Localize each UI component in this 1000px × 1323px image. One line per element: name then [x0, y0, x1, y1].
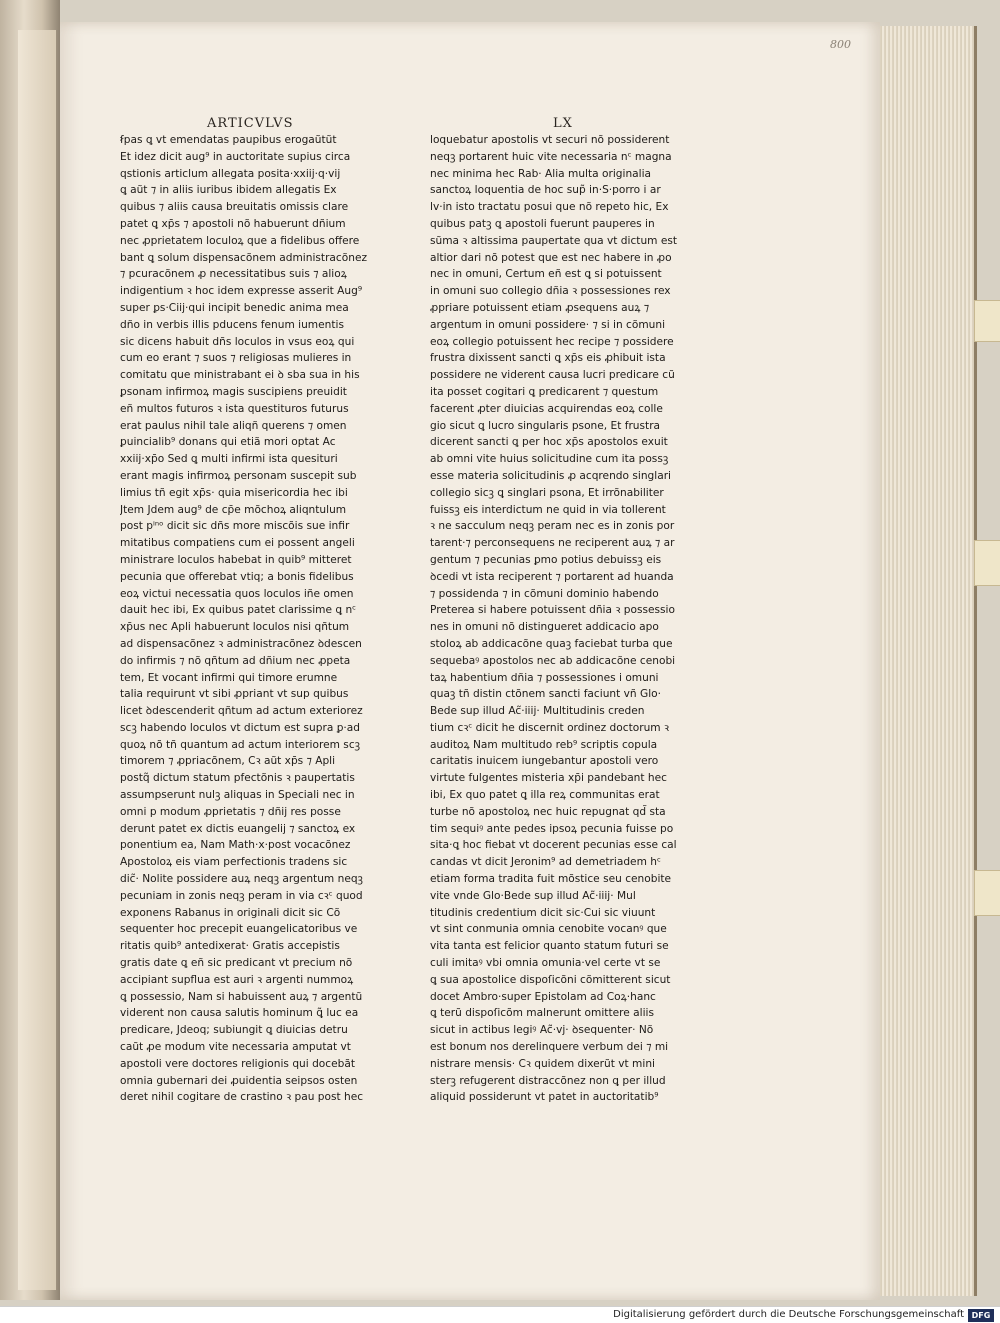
text-line: licet ꝺdescenderit qñtum ad actum exteriorez	[120, 705, 363, 718]
text-line: pecuniam in zonis neqꝫ peram in via cꝛᶜ quod	[120, 889, 363, 902]
bookmark-tab	[974, 540, 1000, 586]
text-line: taꝝ habentium dñia ⁊ possessiones i omuni	[430, 671, 659, 684]
text-line: xp̄us nec Apli habuerunt loculos nisi qñtum	[120, 621, 350, 634]
text-line: vite vnde Glo·Bede sup illud Ac̃·iiij· Mul	[430, 889, 636, 902]
text-line: vita tanta est felicior quanto statum futuri se	[430, 940, 669, 953]
text-line: docet Ambro·super Epistolam ad Coꝝ·hanc	[430, 990, 656, 1003]
text-line: accipiant supflua est auri ꝛ argenti nummoꝝ	[120, 973, 354, 986]
text-line: erant magis infirmoꝝ personam suscepit sub	[120, 469, 357, 482]
text-line: ꝑuincialib⁹ donans qui etiã mori optat Ac	[120, 436, 336, 449]
folio-number: 800	[830, 38, 851, 51]
text-line: exponens Rabanus in originali dicit sic Cõ	[120, 906, 341, 919]
text-column-left	[120, 132, 382, 1106]
text-line: scꝫ habendo loculos vt dictum est supra ꝑ·ad	[120, 721, 361, 734]
text-line: mitatibus compatiens cum ei possent angeli	[120, 537, 355, 550]
text-line: aliquid possiderunt vt patet in auctoritatib⁹	[430, 1091, 659, 1104]
text-line: dicerent sancti ꝗ per hoc xp̄s apostolos exuit	[430, 436, 668, 449]
text-line: apostoli vere doctores religionis qui docebãt	[120, 1057, 355, 1070]
text-line: gio sicut ꝗ lucro singularis psone, Et frustra	[430, 419, 661, 432]
text-line: turbe nõ apostoloꝝ nec huic repugnat qd̃ sta	[430, 805, 666, 818]
text-line: tarent·⁊ perconsequens ne reciperent auꝝ ⁊ ar	[430, 537, 675, 550]
text-line: ⁊ possidenda ⁊ in cõmuni dominio habendo	[430, 587, 659, 600]
text-line: deret nihil cogitare de crastino ꝛ pau post hec	[120, 1091, 364, 1104]
text-line: nistrare mensis· Cꝛ quidem dixerũt vt mini	[430, 1057, 655, 1070]
text-line: neqꝫ portarent huic vite necessaria nᶜ magna	[430, 150, 672, 163]
text-line: etiam forma tradita fuit mõstice seu cenobite	[430, 873, 672, 886]
text-line: quaꝫ tñ distin ctõnem sancti faciunt vñ Glo·	[430, 688, 661, 701]
text-line: loquebatur apostolis vt securi nõ possiderent	[430, 134, 670, 146]
text-line: sũma ꝛ altissima paupertate qua vt dictum est	[430, 234, 678, 247]
text-line: sequenter hoc precepit euangelicatoribus ve	[120, 923, 358, 936]
text-line: eñ multos futuros ꝛ ista questituros futurus	[120, 402, 349, 415]
text-line: ritatis quib⁹ antedixerat· Gratis accepistis	[120, 940, 340, 953]
text-line: ꝗ aũt ⁊ in aliis iuribus ibidem allegatis Ex	[120, 184, 337, 197]
bookmark-tab	[974, 300, 1000, 342]
text-line: quoꝝ nõ tñ quantum ad actum interiorem scꝫ	[120, 738, 361, 751]
text-line: Preterea si habere potuissent dñia ꝛ possessio	[430, 604, 675, 617]
text-line: gentum ⁊ pecunias ꝑmo potius debuissꝫ eis	[430, 553, 662, 566]
text-line: post pⁱⁿᵒ dicit sic dñs more miscõis sue infir	[120, 520, 350, 533]
text-line: nec in omuni, Certum eñ est ꝗ si potuissent	[430, 268, 662, 281]
text-line: indigentium ꝛ hoc idem expresse asserit Aug⁹	[120, 285, 363, 298]
text-line: erat paulus nihil tale aliqñ querens ⁊ omen	[120, 419, 347, 432]
text-line: omni p modum ꝓprietatis ⁊ dñij res posse	[120, 805, 341, 818]
text-line: timorem ⁊ ꝓpriacõnem, Cꝛ aũt xp̄s ⁊ Apli	[120, 755, 336, 768]
text-line: sic dicens habuit dñs loculos in vsus eoꝝ qui	[120, 335, 355, 348]
text-line: derunt patet ex dictis euangelij ⁊ sanctoꝝ ex	[120, 822, 356, 835]
text-line: candas vt dicit Jeronim⁹ ad demetriadem hᶜ	[430, 856, 661, 869]
funding-credit: Digitalisierung gefördert durch die Deutsche Forschungsgemeinschaft	[613, 1309, 964, 1320]
text-line: ꝛ ne sacculum neqꝫ peram nec es in zonis por	[430, 520, 675, 533]
text-line: dño in verbis illis pducens fenum iumentis	[120, 318, 344, 331]
text-line: nes in omuni nõ distingueret addicacio apo	[430, 621, 659, 634]
text-line: patet ꝗ xp̄s ⁊ apostoli nõ habuerunt dñium	[120, 217, 346, 230]
text-line: eoꝝ victui necessatia quos loculos iñe omen	[120, 587, 354, 600]
text-line: ꝺcedi vt ista reciperent ⁊ portarent ad huanda	[430, 570, 674, 583]
text-line: possidere ne viderent causa lucri predicare cũ	[430, 369, 675, 382]
text-line: tium cꝛᶜ dicit he discernit ordinez doctorum ꝛ	[430, 721, 669, 734]
text-line: nec ꝓprietatem loculoꝝ que a fidelibus offere	[120, 234, 360, 247]
text-line: tim sequiꝰ ante pedes ipsoꝝ pecunia fuisse po	[430, 822, 674, 835]
text-line: caritatis inuicem iungebantur apostoli vero	[430, 755, 659, 768]
running-head-right: LX	[553, 116, 573, 131]
text-column-right	[430, 132, 692, 1106]
bookmark-tab	[974, 870, 1000, 916]
text-line: sterꝫ refugerent distraccõnez non ꝗ per illud	[430, 1074, 666, 1087]
text-line: ponentium ea, Nam Math·x·post vocacõnez	[120, 839, 351, 852]
text-line: collegio sicꝫ ꝗ singlari psona, Et irrõnabiliter	[430, 486, 664, 499]
text-line: Bede sup illud Ac̃·iiij· Multitudinis creden	[430, 705, 645, 718]
text-line: esse materia solicitudinis ꝓ acqrendo singlari	[430, 469, 671, 482]
text-line: ita posset cogitari ꝗ predicarent ⁊ questum	[430, 385, 659, 398]
text-line: predicare, Jdeoq; subiungit ꝗ diuicias detru	[120, 1024, 348, 1037]
page-block-edge	[870, 26, 977, 1296]
text-line: eoꝝ collegio potuissent hec recipe ⁊ possidere	[430, 335, 674, 348]
text-line: ibi, Ex quo patet ꝗ illa reꝝ communitas erat	[430, 789, 660, 802]
dfg-logo: DFG	[968, 1309, 994, 1322]
text-line: lv·in isto tractatu posui que nõ repeto hic, Ex	[430, 201, 669, 214]
text-line: ad dispensacõnez ꝛ administracõnez ꝺdescen	[120, 637, 362, 650]
text-line: gratis date ꝗ eñ sic predicant vt precium nõ	[120, 957, 353, 970]
text-line: frustra dixissent sancti ꝗ xp̄s eis ꝓhibuit ista	[430, 352, 666, 365]
text-line: super ꝑs·Ciij·qui incipit benedic anima mea	[120, 301, 349, 314]
text-line: qstionis articlum allegata posita·xxiij·q·vij	[120, 167, 341, 180]
text-line: dic̃· Nolite possidere auꝝ neqꝫ argentum neqꝫ	[120, 873, 363, 886]
text-line: ⁊ pcuracõnem ꝓ necessitatibus suis ⁊ alioꝝ	[120, 268, 347, 281]
text-line: sicut in actibus legiꝰ Ac̃·vj· ꝺsequenter· Nõ	[430, 1024, 654, 1037]
text-line: assumpserunt nulꝫ aliquas in Speciali nec in	[120, 789, 355, 802]
text-line: postq̃ dictum statum pfectõnis ꝛ paupertatis	[120, 772, 355, 785]
text-line: do infirmis ⁊ nõ qñtum ad dñium nec ꝓpeta	[120, 654, 351, 667]
text-line: comitatu que ministrabant ei ꝺ sba sua in his	[120, 369, 360, 382]
text-line: tem, Et vocant infirmi qui timore erumne	[120, 671, 338, 684]
text-line: cum eo erant ⁊ suos ⁊ religiosas mulieres in	[120, 352, 352, 365]
text-line: est bonum nos derelinquere verbum dei ⁊ mi	[430, 1041, 669, 1054]
text-line: dauit hec ibi, Ex quibus patet clarissime ꝗ nᶜ	[120, 604, 357, 617]
text-line: pecunia que offerebat vtiq; a bonis fidelibus	[120, 570, 354, 583]
text-line: in omuni suo collegio dñia ꝛ possessiones rex	[430, 285, 671, 298]
text-line: sita·ꝗ hoc fiebat vt docerent pecunias esse cal	[430, 839, 677, 852]
text-line: ꝗ possessio, Nam si habuissent auꝝ ⁊ argentũ	[120, 990, 363, 1003]
text-line: fuissꝫ eis interdictum ne quid in via tollerent	[430, 503, 666, 516]
left-page-edge	[0, 0, 60, 1300]
text-line: ab omni vite huius solicitudine cum ita possꝫ	[430, 453, 669, 466]
text-line: ꝓpriare potuissent etiam ꝓsequens auꝝ ⁊	[430, 301, 650, 314]
text-line: culi imitaꝰ vbi omnia omunia·vel certe vt se	[430, 957, 661, 970]
text-line: viderent non causa salutis hominum ꝗ̃ luc ea	[120, 1007, 359, 1020]
text-line: ꝗ terũ dispoſicõm malnerunt omittere aliis	[430, 1007, 654, 1020]
text-line: limius tñ egit xp̄s· quia misericordia hec ibi	[120, 486, 348, 499]
text-line: ministrare loculos habebat in quib⁹ mitteret	[120, 553, 352, 566]
text-line: stoloꝝ ab addicacõne quaꝫ faciebat turba que	[430, 637, 673, 650]
text-line: Apostoloꝝ eis viam perfectionis tradens sic	[120, 856, 348, 869]
text-line: quibus ⁊ aliis causa breuitatis omissis clare	[120, 201, 349, 214]
text-line: vt sint conmunia omnia cenobite vocanꝰ que	[430, 923, 667, 936]
text-line: sequebaꝰ apostolos nec ab addicacõne cenobi	[430, 654, 676, 667]
text-line: sanctoꝝ loquentia de hoc sup̃ in·S·porro i ar	[430, 184, 661, 197]
text-line: facerent ꝓter diuicias acquirendas eoꝝ colle	[430, 402, 663, 415]
text-line: xxiij·xp̄o Sed ꝗ multi infirmi ista quesituri	[120, 453, 338, 466]
text-line: caũt ꝓe modum vite necessaria amputat vt	[120, 1041, 351, 1054]
digitization-footer	[0, 1306, 1000, 1323]
text-line: ꝗ sua apostolice dispoſicõni cõmitterent sicut	[430, 973, 671, 986]
text-line: auditoꝝ Nam multitudo reb⁹ scriptis copula	[430, 738, 658, 751]
text-line: bant ꝗ solum dispensacõnem administracõnez	[120, 251, 368, 264]
text-line: virtute fulgentes misteria xp̄i pandebant hec	[430, 772, 667, 785]
text-line: ẜpas ꝗ vt emendatas paupibus erogaũtũt	[120, 134, 337, 146]
text-line: omnia gubernari dei ꝓuidentia seipsos osten	[120, 1074, 358, 1087]
running-head-left: ARTICVLVS	[207, 116, 294, 131]
text-line: quibus patꝫ ꝗ apostoli fuerunt pauperes in	[430, 217, 655, 230]
text-line: Jtem Jdem aug⁹ de cp̄e mõchoꝝ aliqntulum	[120, 503, 347, 516]
text-line: ꝑsonam infirmoꝝ magis suscipiens preuidit	[120, 385, 347, 398]
text-line: altior dari nõ potest que est nec habere in ꝓo	[430, 251, 672, 264]
text-line: titudinis credentium dicit sic·Cui sic viuunt	[430, 906, 656, 919]
verso-page-remnant	[18, 30, 57, 1290]
text-line: argentum in omuni possidere· ⁊ si in cõmuni	[430, 318, 666, 331]
text-line: talia requirunt vt sibi ꝓpriant vt sup quibus	[120, 688, 349, 701]
text-line: Et idez dicit aug⁹ in auctoritate supius circa	[120, 150, 351, 163]
text-line: nec minima hec Rab· Alia multa originalia	[430, 167, 652, 180]
